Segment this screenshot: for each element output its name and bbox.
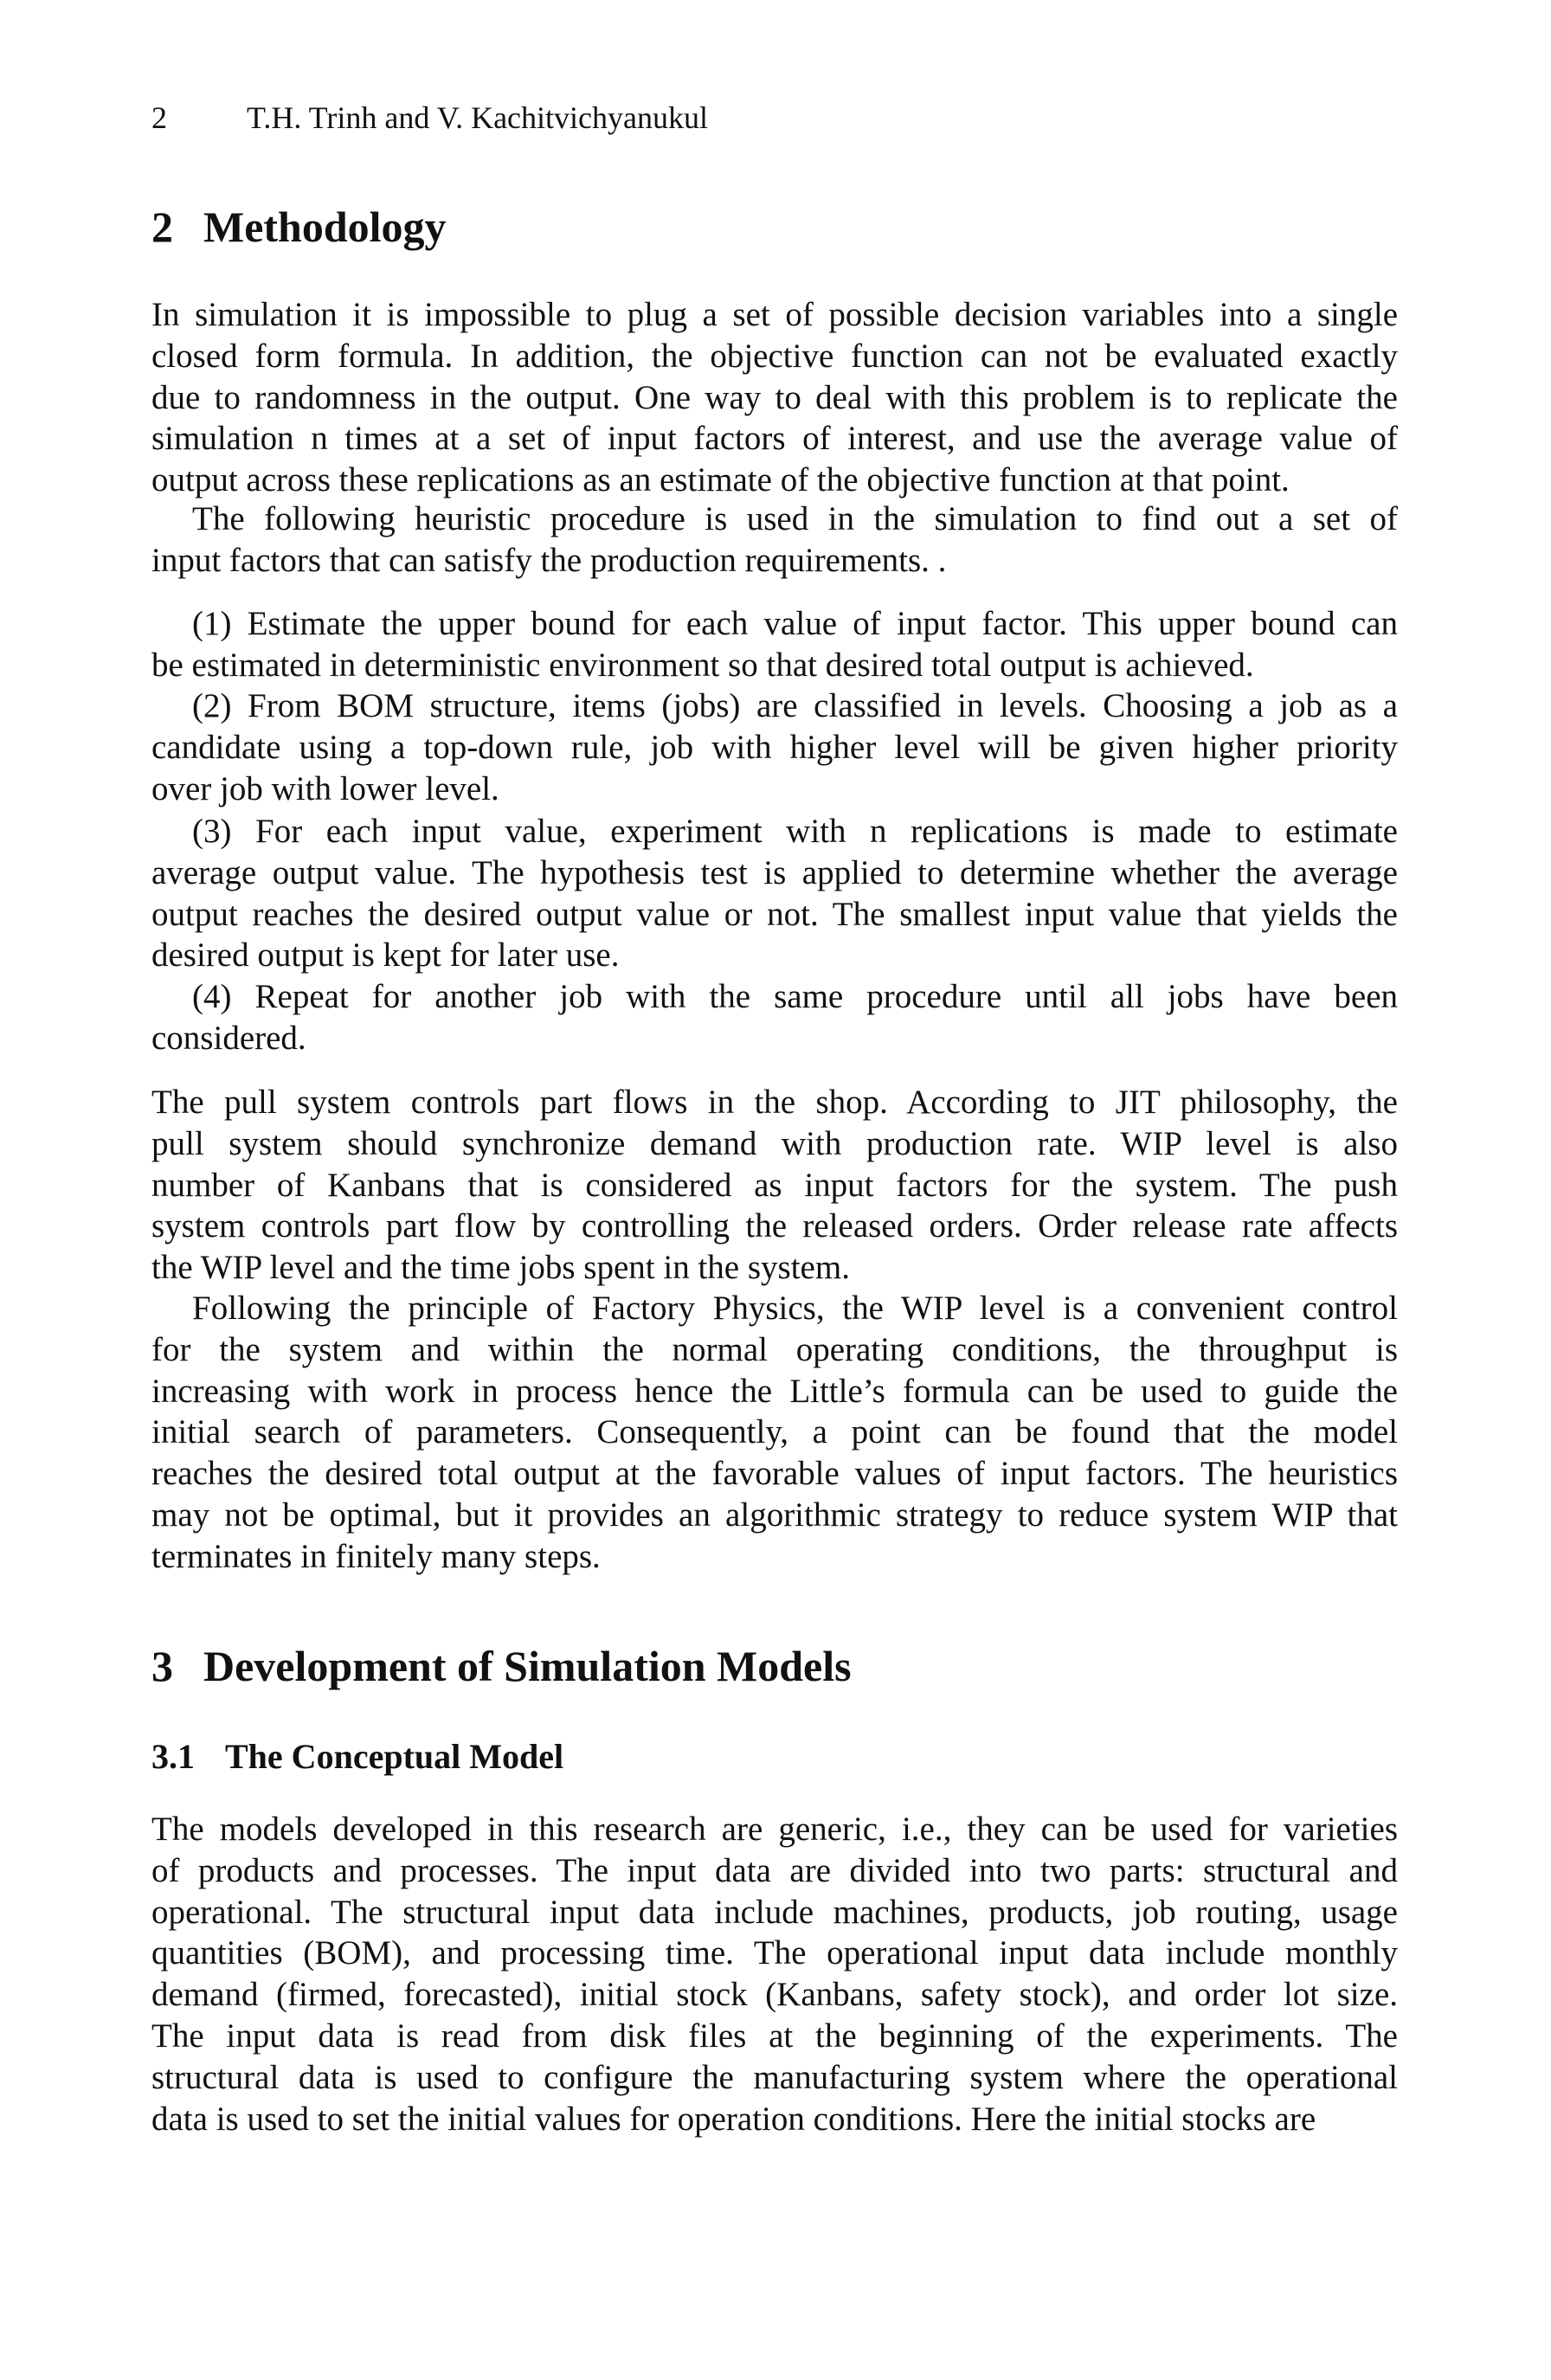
text-line: candidate using a top-down rule, job with higher level will be given higher priority	[151, 728, 1398, 766]
text-line: (3) For each input value, experiment with n replications is made to estimate	[192, 813, 1398, 850]
subsection-heading-conceptual-model	[151, 1734, 563, 1779]
text-line: structural data is used to configure the manufacturing system where the operational	[151, 2058, 1398, 2096]
paragraph-factory-physics	[151, 1288, 1398, 1578]
text-line: input factors that can satisfy the production requirements. .	[151, 541, 947, 579]
text-line: average output value. The hypothesis test is applied to determine whether the average	[151, 853, 1398, 891]
section-title: Development of Simulation Models	[203, 1642, 852, 1690]
text-line: for the system and within the normal operating conditions, the throughput is	[151, 1330, 1398, 1368]
text-line: The models developed in this research are generic, i.e., they can be used for varieties	[151, 1811, 1398, 1848]
section-heading-methodology	[151, 199, 447, 254]
section-number: 3	[151, 1642, 173, 1690]
text-line: pull system should synchronize demand with production rate. WIP level is also	[151, 1124, 1398, 1162]
section-number: 2	[151, 203, 173, 251]
section-title: Methodology	[203, 203, 447, 251]
text-line: demand (firmed, forecasted), initial stock (Kanbans, safety stock), and order lot size.	[151, 1976, 1398, 2014]
text-line: operational. The structural input data include machines, products, job routing, usage	[151, 1893, 1398, 1931]
text-line: initial search of parameters. Consequently, a point can be found that the model	[151, 1413, 1398, 1451]
text-line: of products and processes. The input data are divided into two parts: structural and	[151, 1851, 1398, 1889]
text-line: The pull system controls part flows in the shop. According to JIT philosophy, the	[151, 1084, 1398, 1121]
text-line: (4) Repeat for another job with the same procedure until all jobs have been	[192, 978, 1398, 1015]
page-number: 2	[151, 100, 167, 135]
text-line: In simulation it is impossible to plug a set of possible decision variables into a single	[151, 296, 1398, 333]
text-line: desired output is kept for later use.	[151, 936, 620, 975]
text-line: increasing with work in process hence the Little’s formula can be used to guide the	[151, 1372, 1398, 1410]
text-line: number of Kanbans that is considered as input factors for the system. The push	[151, 1166, 1398, 1204]
list-item-4	[151, 976, 1398, 1059]
paragraph-conceptual-model	[151, 1809, 1398, 2139]
text-line: be estimated in deterministic environment so that desired total output is achieved.	[151, 646, 1254, 684]
running-header-authors: T.H. Trinh and V. Kachitvichyanukul	[247, 100, 708, 135]
paragraph-intro	[151, 294, 1398, 501]
paragraph-pull-system	[151, 1082, 1398, 1289]
text-line: due to randomness in the output. One way to deal with this problem is to replicate the	[151, 378, 1398, 416]
text-line: closed form formula. In addition, the objective function can not be evaluated exactly	[151, 337, 1398, 375]
text-line: terminates in finitely many steps.	[151, 1537, 601, 1575]
subsection-title: The Conceptual Model	[225, 1737, 564, 1776]
text-line: The input data is read from disk files at the beginning of the experiments. The	[151, 2017, 1398, 2055]
text-line: Following the principle of Factory Physics, the WIP level is a convenient control	[192, 1290, 1398, 1327]
text-line: The following heuristic procedure is used in the simulation to find out a set of	[192, 500, 1398, 537]
text-line: system controls part flow by controlling the released orders. Order release rate affects	[151, 1207, 1398, 1245]
text-line: reaches the desired total output at the favorable values of input factors. The heuristics	[151, 1455, 1398, 1493]
text-line: output across these replications as an estimate of the objective function at that point.	[151, 461, 1290, 499]
text-line: (1) Estimate the upper bound for each value of input factor. This upper bound can	[192, 605, 1398, 642]
text-line: over job with lower level.	[151, 769, 499, 807]
text-line: data is used to set the initial values for operation conditions. Here the initial stocks are	[151, 2100, 1316, 2138]
list-item-2	[151, 685, 1398, 809]
text-line: may not be optimal, but it provides an algorithmic strategy to reduce system WIP that	[151, 1496, 1398, 1534]
text-line: output reaches the desired output value or not. The smallest input value that yields the	[151, 895, 1398, 933]
paragraph-heuristic	[151, 499, 1398, 582]
text-line: simulation n times at a set of input factors of interest, and use the average value of	[151, 420, 1398, 458]
list-item-1	[151, 603, 1398, 686]
text-line: quantities (BOM), and processing time. The operational input data include monthly	[151, 1934, 1398, 1972]
section-heading-development	[151, 1638, 852, 1694]
text-line: (2) From BOM structure, items (jobs) are classified in levels. Choosing a job as a	[192, 687, 1398, 724]
text-line: considered.	[151, 1019, 306, 1057]
subsection-number: 3.1	[151, 1737, 195, 1776]
list-item-3	[151, 811, 1398, 976]
text-line: the WIP level and the time jobs spent in the system.	[151, 1249, 850, 1287]
